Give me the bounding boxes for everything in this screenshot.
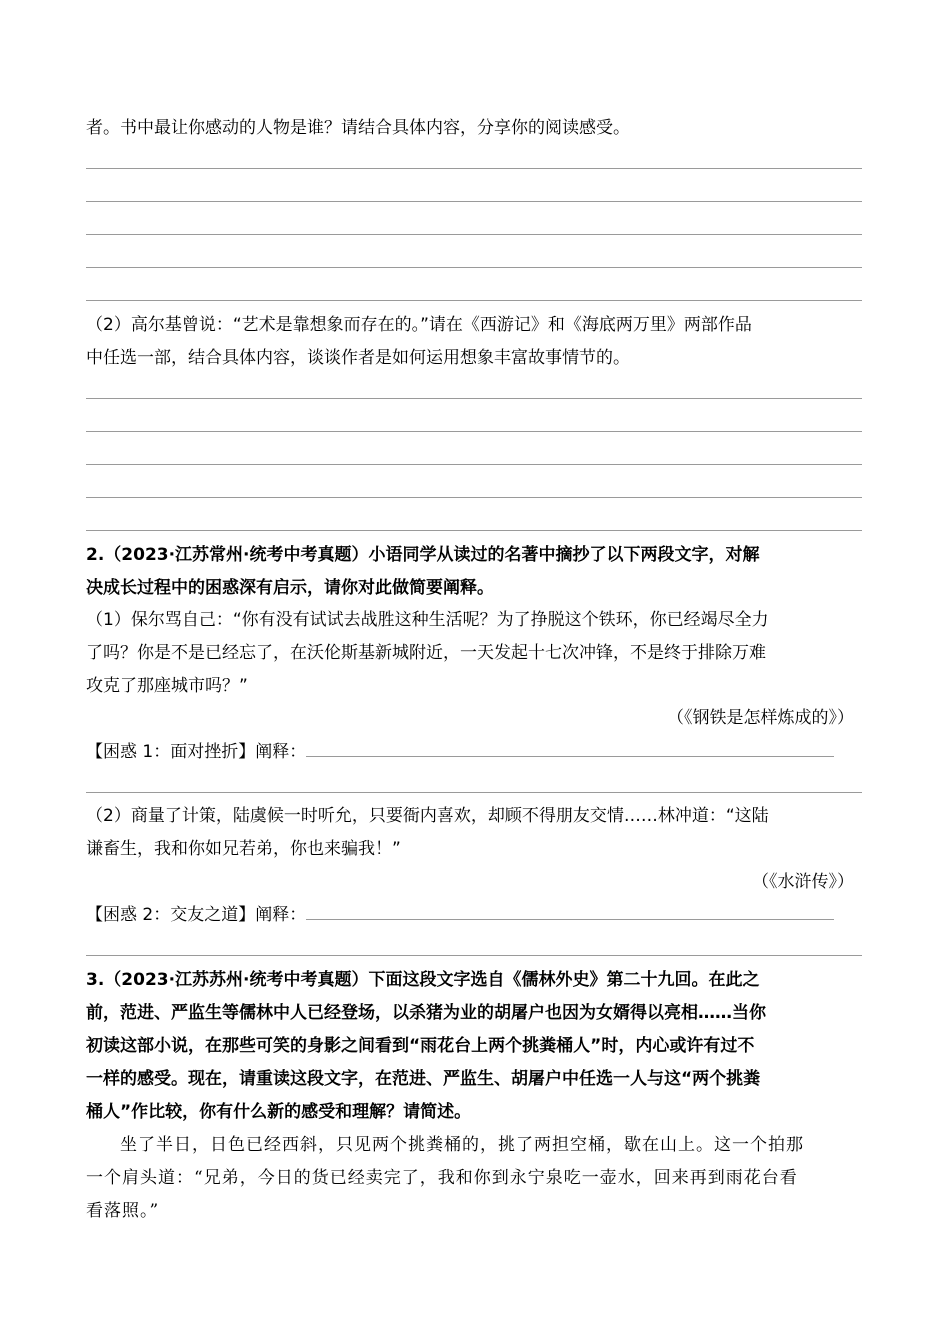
answer-line[interactable] (86, 168, 862, 169)
answer-line[interactable] (86, 234, 862, 235)
q1-continuation-line: 者。书中最让你感动的人物是谁？请结合具体内容，分享你的阅读感受。 (86, 118, 630, 138)
exam-page (86, 0, 862, 1344)
q2-sub2-line: （2）商量了计策，陆虞候一时听允，只要衙内喜欢，却顾不得朋友交情……林冲道：“这陆 (86, 806, 769, 826)
q2-puzzle1-blank[interactable] (306, 742, 834, 757)
answer-line[interactable] (86, 792, 862, 793)
answer-line[interactable] (86, 201, 862, 202)
answer-line[interactable] (86, 497, 862, 498)
answer-line[interactable] (86, 398, 862, 399)
q2-stem-line: 2.（2023·江苏常州·统考中考真题）小语同学从读过的名著中摘抄了以下两段文字，对解 (86, 545, 760, 565)
q2-puzzle2-row (86, 903, 834, 927)
q3-stem-line: 桶人”作比较，你有什么新的感受和理解？请简述。 (86, 1102, 472, 1122)
answer-line[interactable] (86, 464, 862, 465)
q2-sub1-line: 了吗？你是不是已经忘了，在沃伦斯基新城附近，一天发起十七次冲锋，不是终于排除万难 (86, 643, 766, 663)
answer-line[interactable] (86, 300, 862, 301)
answer-line[interactable] (86, 267, 862, 268)
q1-sub2-line: （2）高尔基曾说：“艺术是靠想象而存在的。”请在《西游记》和《海底两万里》两部作品 (86, 315, 752, 335)
answer-line[interactable] (86, 431, 862, 432)
q2-stem-line: 决成长过程中的困惑深有启示，请你对此做简要阐释。 (86, 578, 494, 598)
q3-stem-line: 3.（2023·江苏苏州·统考中考真题）下面这段文字选自《儒林外史》第二十九回。在此之 (86, 970, 760, 990)
q1-sub2-line: 中任选一部，结合具体内容，谈谈作者是如何运用想象丰富故事情节的。 (86, 348, 630, 368)
q3-stem-line: 前，范进、严监生等儒林中人已经登场，以杀猪为业的胡屠户也因为女婿得以亮相……当你 (86, 1003, 766, 1023)
answer-line[interactable] (86, 955, 862, 956)
q3-stem-line: 初读这部小说，在那些可笑的身影之间看到“雨花台上两个挑粪桶人”时，内心或许有过不 (86, 1036, 755, 1056)
q2-sub2-source: （《水浒传》） (752, 872, 854, 892)
q3-passage-line: 坐了半日，日色已经西斜，只见两个挑粪桶的，挑了两担空桶，歇在山上。这一个拍那 (120, 1135, 804, 1155)
q3-passage-line: 看落照。” (86, 1201, 160, 1221)
q2-sub1-source: （《钢铁是怎样炼成的》） (667, 708, 854, 728)
q3-stem-line: 一样的感受。现在，请重读这段文字，在范进、严监生、胡屠户中任选一人与这“两个挑粪 (86, 1069, 761, 1089)
q2-sub2-line: 谦畜生，我和你如兄若弟，你也来骗我！” (86, 839, 401, 859)
q2-puzzle2-blank[interactable] (306, 905, 834, 920)
q2-puzzle1-row (86, 740, 834, 764)
q2-puzzle2-label: 【困惑 2：交友之道】阐释： (86, 905, 307, 925)
answer-line[interactable] (86, 530, 862, 531)
q2-sub1-line: （1）保尔骂自己：“你有没有试试去战胜这种生活呢？为了挣脱这个铁环，你已经竭尽全力 (86, 610, 769, 630)
q3-passage-line: 一个肩头道：“兄弟，今日的货已经卖完了，我和你到永宁泉吃一壶水，回来再到雨花台看 (86, 1168, 798, 1188)
q2-sub1-line: 攻克了那座城市吗？” (86, 676, 248, 696)
q2-puzzle1-label: 【困惑 1：面对挫折】阐释： (86, 742, 307, 762)
